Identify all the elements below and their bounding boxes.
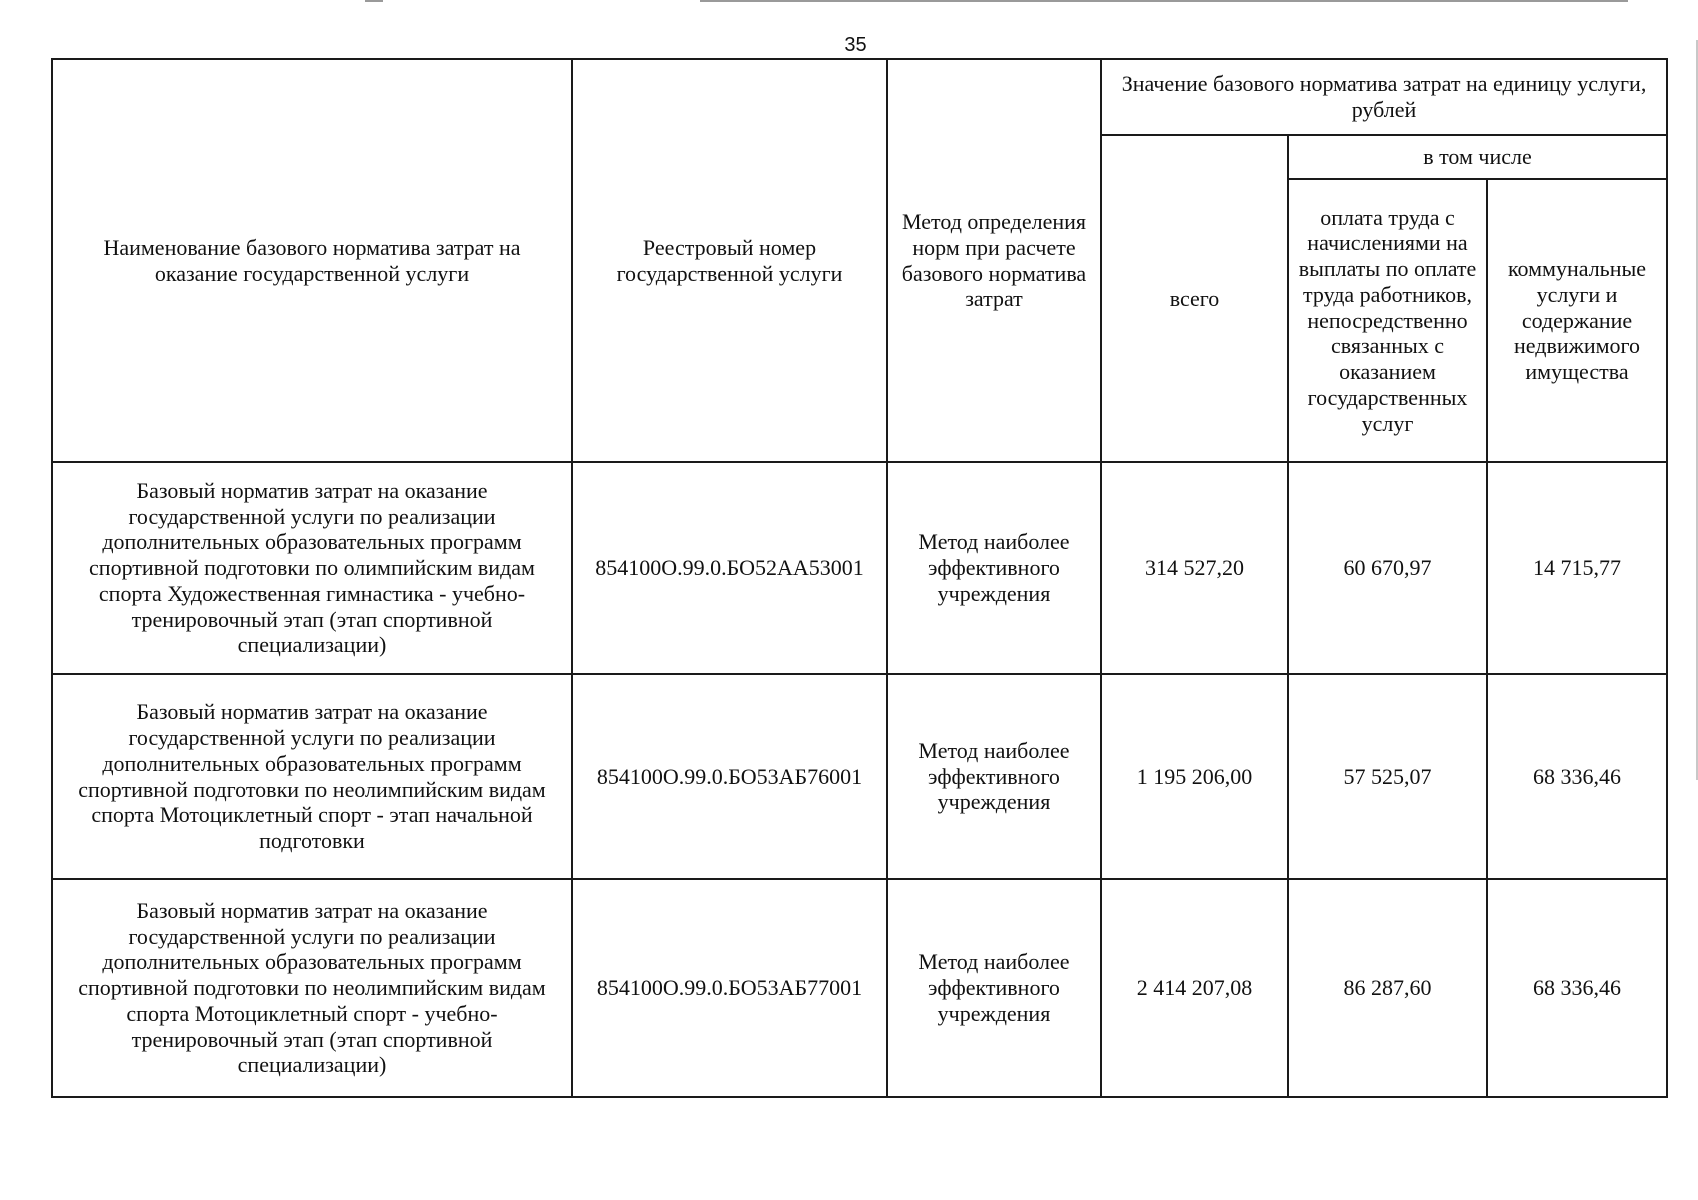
row-norm-name: Базовый норматив затрат на оказание государственной услуги по реализации дополнительных образовательных программ спортивной подготовки по олимпийским видам спорта Художественная гимнастика - учебно-тренировочный этап (этап спортивной специализации) [52, 462, 572, 674]
page-number: 35 [844, 34, 867, 56]
header-registry-number: Реестровый номер государственной услуги [572, 59, 887, 462]
scan-artifact-rule-right [700, 0, 1628, 2]
row-total-value: 2 414 207,08 [1101, 879, 1288, 1097]
row-method: Метод наиболее эффективного учреждения [887, 879, 1101, 1097]
header-utilities-costs: коммунальные услуги и содержание недвижимого имущества [1487, 179, 1667, 462]
table-body [52, 462, 1667, 1097]
header-norm-value-group: Значение базового норматива затрат на единицу услуги, рублей [1101, 59, 1667, 135]
row-registry-number: 854100О.99.0.БО52АА53001 [572, 462, 887, 674]
header-including: в том числе [1288, 135, 1667, 179]
header-total: всего [1101, 135, 1288, 462]
table-row [52, 674, 1667, 879]
row-labor-value: 60 670,97 [1288, 462, 1487, 674]
row-utilities-value: 68 336,46 [1487, 879, 1667, 1097]
scan-artifact-rule-left [365, 0, 383, 2]
row-labor-value: 86 287,60 [1288, 879, 1487, 1097]
row-labor-value: 57 525,07 [1288, 674, 1487, 879]
row-registry-number: 854100О.99.0.БО53АБ77001 [572, 879, 887, 1097]
row-utilities-value: 14 715,77 [1487, 462, 1667, 674]
row-registry-number: 854100О.99.0.БО53АБ76001 [572, 674, 887, 879]
row-method: Метод наиболее эффективного учреждения [887, 462, 1101, 674]
base-norm-costs-table [51, 58, 1668, 1098]
row-method: Метод наиболее эффективного учреждения [887, 674, 1101, 879]
row-norm-name: Базовый норматив затрат на оказание государственной услуги по реализации дополнительных образовательных программ спортивной подготовки по неолимпийским видам спорта Мотоциклетный спорт - этап начальной подготовки [52, 674, 572, 879]
row-total-value: 1 195 206,00 [1101, 674, 1288, 879]
table-row [52, 462, 1667, 674]
header-name: Наименование базового норматива затрат на оказание государственной услуги [52, 59, 572, 462]
table-row [52, 879, 1667, 1097]
header-method: Метод определения норм при расчете базового норматива затрат [887, 59, 1101, 462]
table-header [52, 59, 1667, 462]
row-total-value: 314 527,20 [1101, 462, 1288, 674]
row-norm-name: Базовый норматив затрат на оказание государственной услуги по реализации дополнительных образовательных программ спортивной подготовки по неолимпийским видам спорта Мотоциклетный спорт - учебно-тренировочный этап (этап спортивной специализации) [52, 879, 572, 1097]
header-labor-costs: оплата труда с начислениями на выплаты по оплате труда работников, непосредственно связанных с оказанием государственных услуг [1288, 179, 1487, 462]
row-utilities-value: 68 336,46 [1487, 674, 1667, 879]
